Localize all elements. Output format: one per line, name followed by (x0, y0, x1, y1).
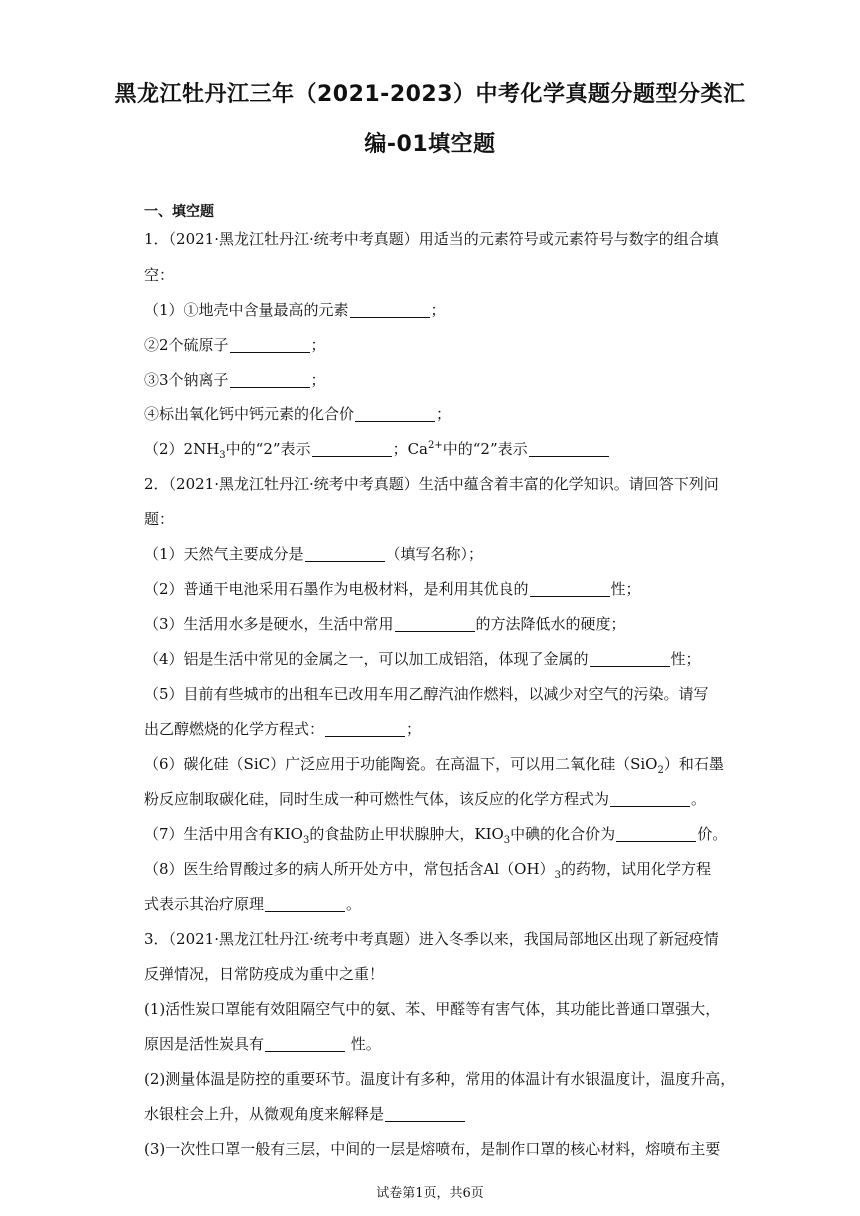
q2-item-6-line-2: 粉反应制取碳化硅，同时生成一种可燃性气体，该反应的化学方程式为 。 (144, 790, 707, 808)
q2-stem-line-1: 2．（2021·黑龙江牡丹江·统考中考真题）生活中蕴含着丰富的化学知识。请回答下列问 (144, 475, 719, 493)
q3-item-2-line-2: 水银柱会上升，从微观角度来解释是 (144, 1102, 466, 1126)
answer-blank[interactable] (395, 615, 475, 632)
q1-stem-line-1: 1．（2021·黑龙江牡丹江·统考中考真题）用适当的元素符号或元素符号与数字的组合填 (144, 230, 719, 248)
q1-item-5: $(2)2NH_3$中的“2”表示 ；$Ca^{2+}$中的“2”表示 (144, 437, 610, 461)
q3-item-2-line-1: (2)测量体温是防控的重要环节。温度计有多种，常用的体温计有水银温度计，温度升高， (144, 1070, 736, 1088)
title-line-2: 编-01填空题 (364, 132, 496, 157)
q3-item-1-line-1: (1)活性炭口罩能有效阻隔空气中的氨、苯、甲醛等有害气体，其功能比普通口罩强大， (144, 1000, 721, 1018)
q2-item-5-line-1: （5）目前有些城市的出租车已改用车用乙醇汽油作燃料，以减少对空气的污染。请写 (144, 685, 709, 703)
section-heading: 一、填空题 (144, 204, 214, 220)
q1-item-4: ④标出氧化钙中钙元素的化合价 ； (144, 405, 452, 423)
q2-item-7: （7）生活中用含有$KIO_3$的食盐防止甲状腺肿大，$KIO_3$中碘的化合价为 价。 (144, 825, 728, 846)
answer-blank[interactable] (590, 650, 670, 667)
q3-item-3-line-1: (3)一次性口罩一般有三层，中间的一层是熔喷布，是制作口罩的核心材料，熔喷布主要 (144, 1140, 721, 1158)
q2-stem-line-2: 题： (144, 510, 175, 528)
title-line-1: 黑龙江牡丹江三年（2021-2023）中考化学真题分题型分类汇 (114, 82, 746, 107)
q3-stem-line-2: 反弹情况，日常防疫成为重中之重！ (144, 965, 385, 983)
answer-blank[interactable] (265, 1035, 345, 1052)
q2-item-5-line-2: 出乙醇燃烧的化学方程式： ； (144, 720, 422, 738)
answer-blank[interactable] (610, 790, 690, 807)
answer-blank[interactable] (230, 371, 310, 388)
q2-item-1: （1）天然气主要成分是 （填写名称）； (144, 545, 484, 563)
q1-item-1: （1）①地壳中含量最高的元素 ； (144, 301, 446, 319)
answer-blank[interactable] (305, 545, 385, 562)
answer-blank[interactable] (265, 895, 345, 912)
answer-blank[interactable] (325, 720, 405, 737)
answer-blank[interactable] (385, 1105, 465, 1122)
q2-item-2: （2）普通干电池采用石墨作为电极材料，是利用其优良的 性； (144, 580, 641, 598)
q2-item-6-line-1: （6）碳化硅（SiC）广泛应用于功能陶瓷。在高温下，可以用二氧化硅（SiO$_2$）和石墨 (144, 755, 724, 776)
q1-item-2: ②2个硫原子 ； (144, 336, 326, 354)
q1-stem-line-2: 空： (144, 266, 175, 284)
answer-blank[interactable] (230, 336, 310, 353)
q2-item-4: （4）铝是生活中常见的金属之一，可以加工成铝箔，体现了金属的 性； (144, 650, 701, 668)
q3-item-1-line-2: 原因是活性炭具有 性。 (144, 1035, 381, 1053)
q1-item-3: ③3个钠离子 ； (144, 371, 326, 389)
answer-blank[interactable] (355, 405, 435, 422)
answer-blank[interactable] (616, 825, 696, 842)
answer-blank[interactable] (312, 440, 392, 457)
q2-item-3: （3）生活用水多是硬水，生活中常用 的方法降低水的硬度； (144, 615, 626, 633)
answer-blank[interactable] (530, 580, 610, 597)
q2-item-8-line-2: 式表示其治疗原理 。 (144, 895, 362, 913)
answer-blank[interactable] (529, 440, 609, 457)
answer-blank[interactable] (350, 301, 430, 318)
page-footer: 试卷第1页，共6页 (376, 1186, 484, 1201)
q2-item-8-line-1: （8）医生给胃酸过多的病人所开处方中，常包括含$Al(OH)_3$的药物，试用化学方程 (144, 860, 711, 881)
document-title (100, 70, 760, 170)
q3-stem-line-1: 3．（2021·黑龙江牡丹江·统考中考真题）进入冬季以来，我国局部地区出现了新冠疫情 (144, 930, 719, 948)
